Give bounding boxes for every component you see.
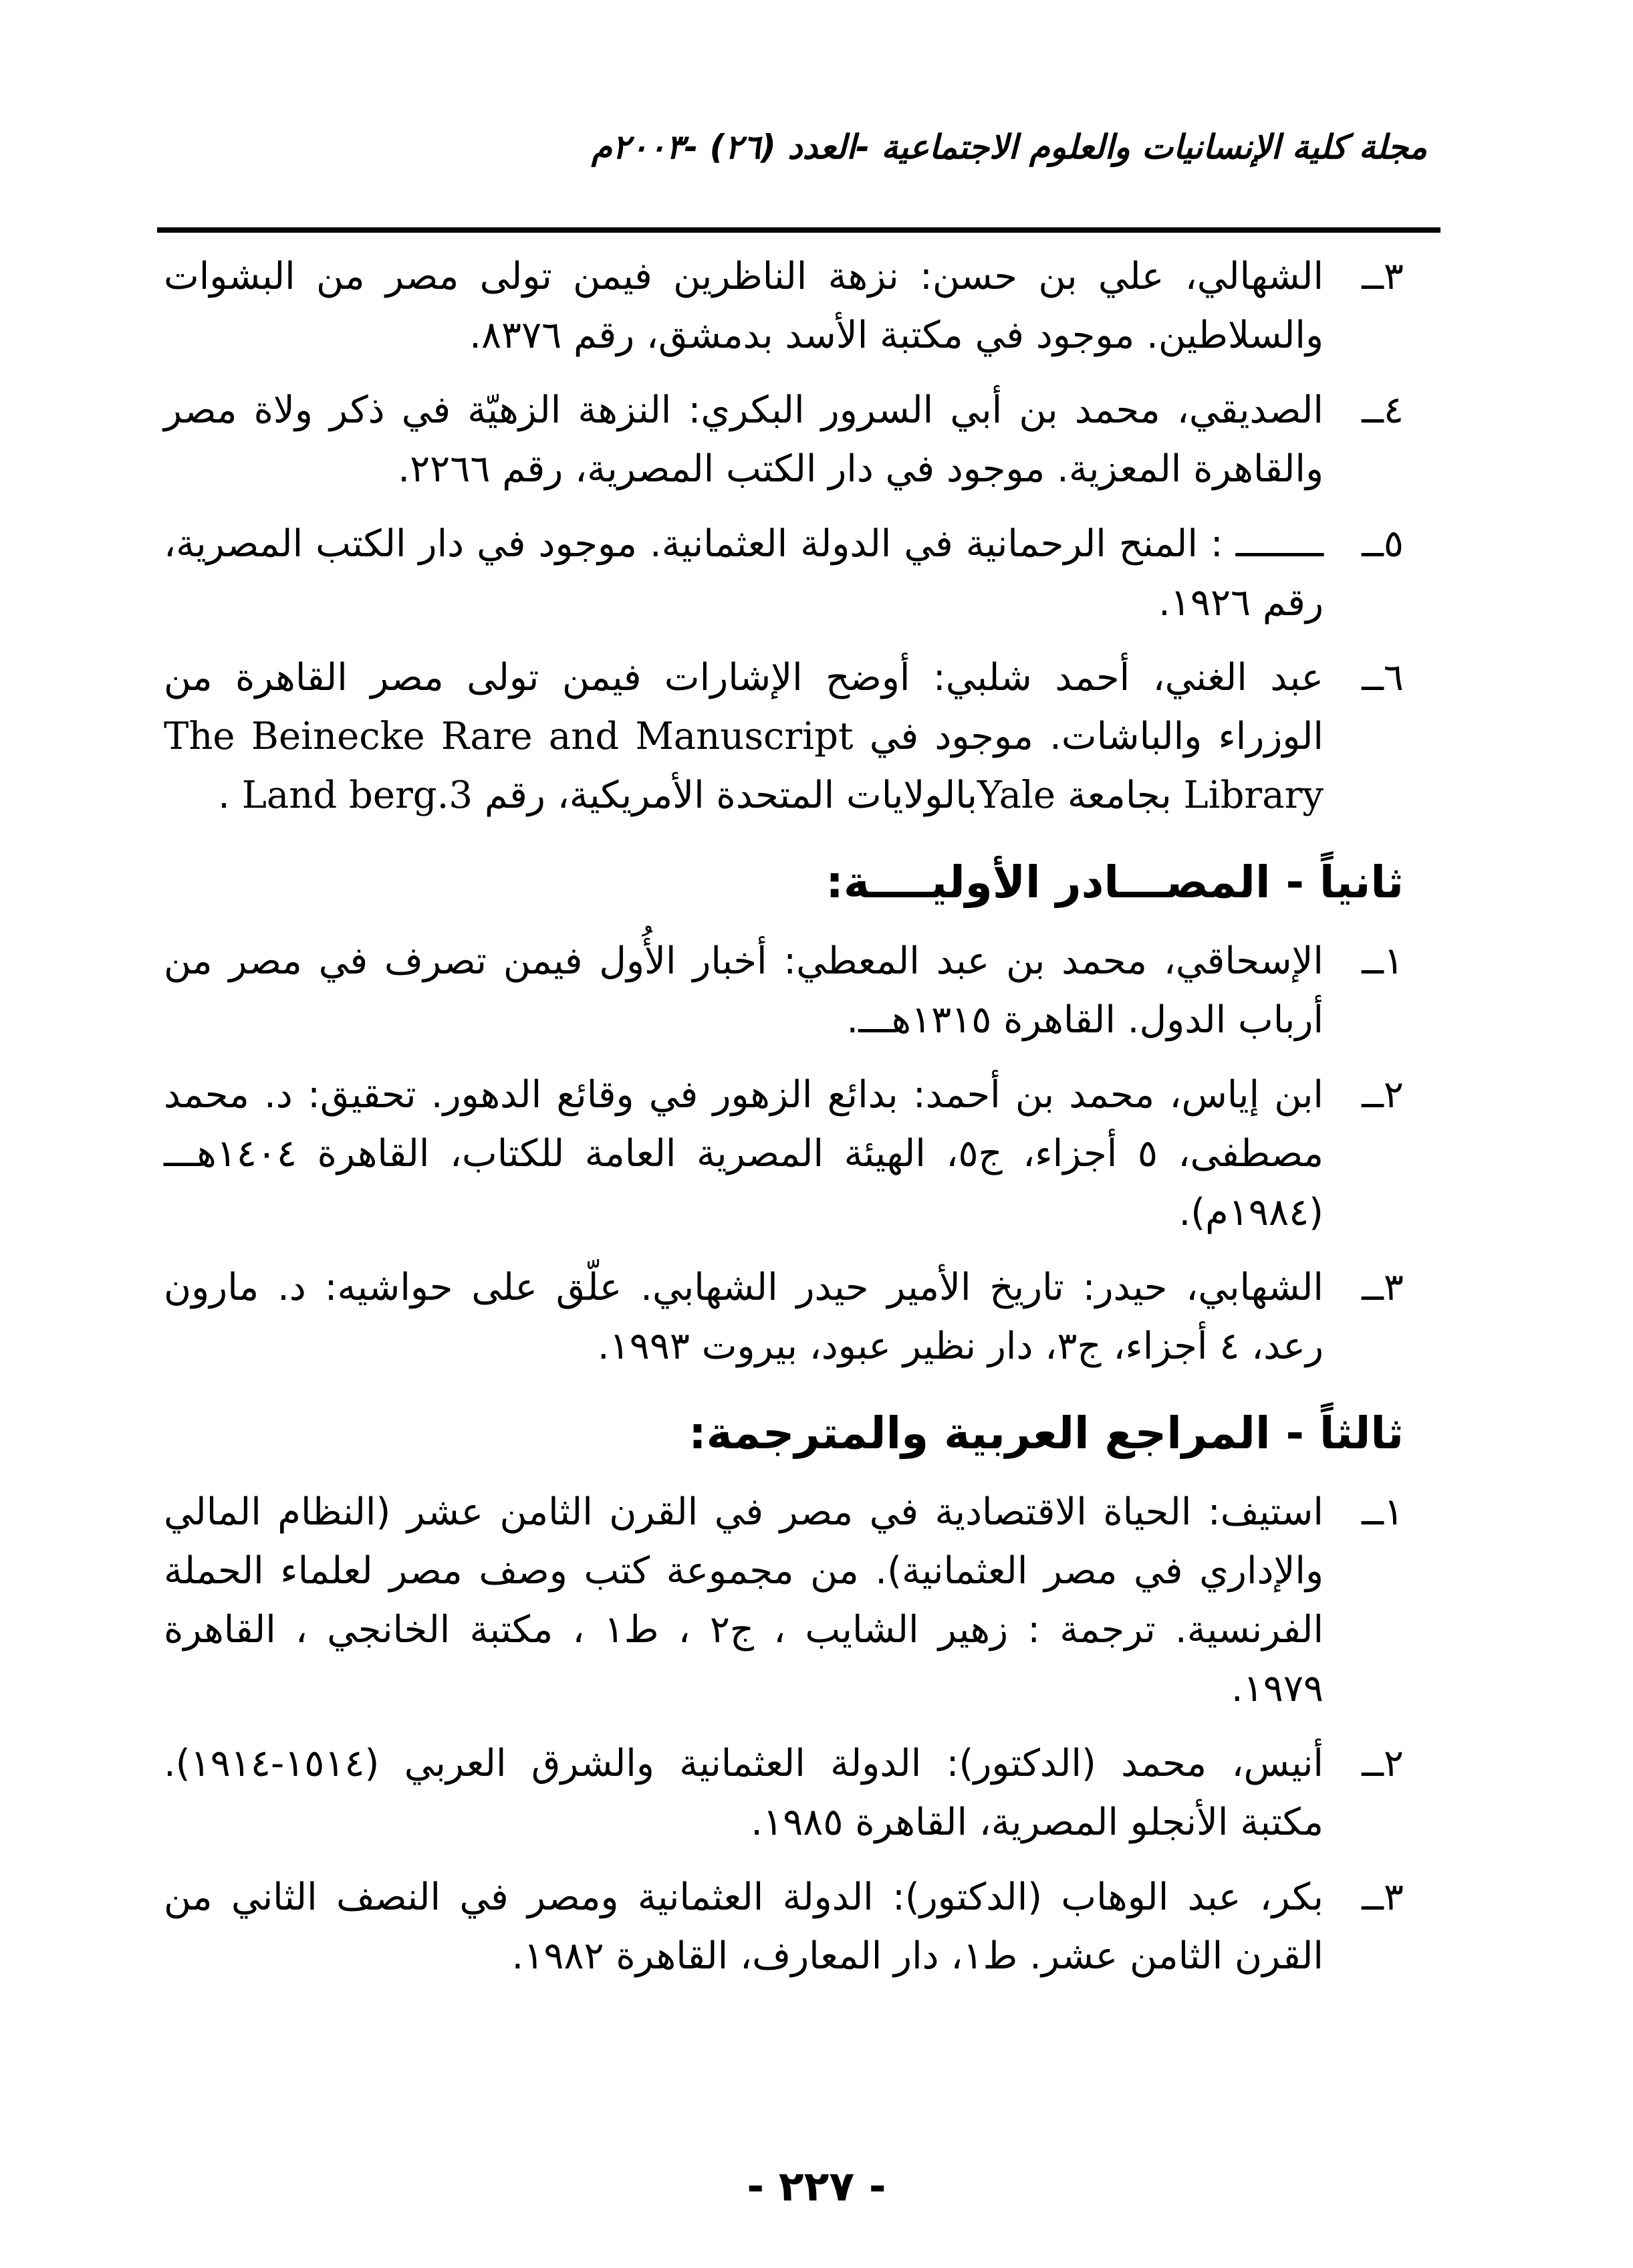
bibliography-item [164, 1483, 1404, 1718]
bibliography-item [164, 1258, 1404, 1376]
section-title-primary-sources: ثانياً - المصـــادر الأوليــــة: [826, 857, 1404, 908]
bibliography-item [164, 1868, 1404, 1986]
item-text: الإسحاقي، محمد بن عبد المعطي: أخبار الأُول فيمن تصرف في مصر من أرباب الدول. القاهرة ١٣١٥هـــ. [164, 939, 1324, 1042]
item-text-part: بالولايات المتحدة الأمريكية، رقم [484, 774, 977, 817]
item-number: ٣ــ [1362, 1876, 1404, 1919]
item-text-part: بجامعة [1067, 774, 1172, 817]
header-divider [157, 227, 1440, 233]
item-number: ١ــ [1362, 939, 1404, 983]
item-number: ١ــ [1362, 1490, 1404, 1534]
item-text-part: عبد الغني، أحمد شلبي: أوضح الإشارات فيمن تولى مصر القاهرة من الوزراء والباشات. موجود في [164, 656, 1324, 758]
item-text: استيف: الحياة الاقتصادية في مصر في القرن الثامن عشر (النظام المالي والإداري في مصر العثمانية). من مجموعة كتب وصف مصر لعلماء الحملة الفرنسية. ترجمة : زهير الشايب ، ج٢ ، ط١ ، مكتبة الخانجي ، القاهرة ١٩٧٩. [164, 1490, 1324, 1710]
bibliography-content [164, 247, 1404, 2002]
item-number: ٢ــ [1362, 1742, 1404, 1785]
bibliography-item [164, 515, 1404, 633]
item-number: ٢ــ [1362, 1073, 1404, 1117]
item-number: ٣ــ [1362, 255, 1404, 298]
item-text: ابن إياس، محمد بن أحمد: بدائع الزهور في وقائع الدهور. تحقيق: د. محمد مصطفى، ٥ أجزاء، ج٥، الهيئة المصرية العامة للكتاب، القاهرة ١٤٠٤هـــ (١٩٨٤م). [164, 1073, 1324, 1234]
bibliography-item [164, 1734, 1404, 1852]
item-text: الشهالي، علي بن حسن: نزهة الناظرين فيمن تولى مصر من البشوات والسلاطين. موجود في مكتبة الأسد بدمشق، رقم ٨٣٧٦. [164, 255, 1324, 357]
item-text: الشهابي، حيدر: تاريخ الأمير حيدر الشهابي. علّق على حواشيه: د. مارون رعد، ٤ أجزاء، ج٣، دار نظير عبود، بيروت ١٩٩٣. [164, 1266, 1324, 1368]
item-number: ٣ــ [1362, 1266, 1404, 1309]
bibliography-item [164, 247, 1404, 365]
item-text: ــــــــ : المنح الرحمانية في الدولة العثمانية. موجود في دار الكتب المصرية، رقم ١٩٢٦. [164, 522, 1324, 625]
item-number: ٥ــ [1362, 522, 1404, 566]
call-number: Land berg.3 [241, 774, 473, 817]
item-text: بكر، عبد الوهاب (الدكتور): الدولة العثمانية ومصر في النصف الثاني من القرن الثامن عشر. ط١، دار المعارف، القاهرة ١٩٨٢. [164, 1876, 1324, 1978]
section-title-arabic-translated-references: ثالثاً - المراجع العربية والمترجمة: [688, 1407, 1404, 1459]
bibliography-item [164, 932, 1404, 1050]
journal-header: مجلة كلية الإنسانيات والعلوم الاجتماعية -العدد (٢٦) -٢٠٠٣م [591, 128, 1427, 166]
library-name: The Beinecke Rare and Manuscript Library [164, 715, 1324, 817]
item-text-part: . [218, 774, 230, 817]
item-text: الصديقي، محمد بن أبي السرور البكري: النزهة الزهيّة في ذكر ولاة مصر والقاهرة المعزية. موجود في دار الكتب المصرية، رقم ٢٢٦٦. [164, 388, 1324, 491]
item-text: أنيس، محمد (الدكتور): الدولة العثمانية والشرق العربي (١٥١٤-١٩١٤). مكتبة الأنجلو المصرية، القاهرة ١٩٨٥. [164, 1742, 1324, 1844]
university-name: Yale [977, 774, 1056, 817]
item-number: ٦ــ [1362, 656, 1404, 699]
bibliography-item [164, 649, 1404, 825]
page-number: - ٢٢٧ - [747, 2162, 886, 2210]
bibliography-item [164, 1066, 1404, 1242]
item-number: ٤ــ [1362, 388, 1404, 432]
item-text [164, 649, 1324, 825]
bibliography-item [164, 381, 1404, 499]
